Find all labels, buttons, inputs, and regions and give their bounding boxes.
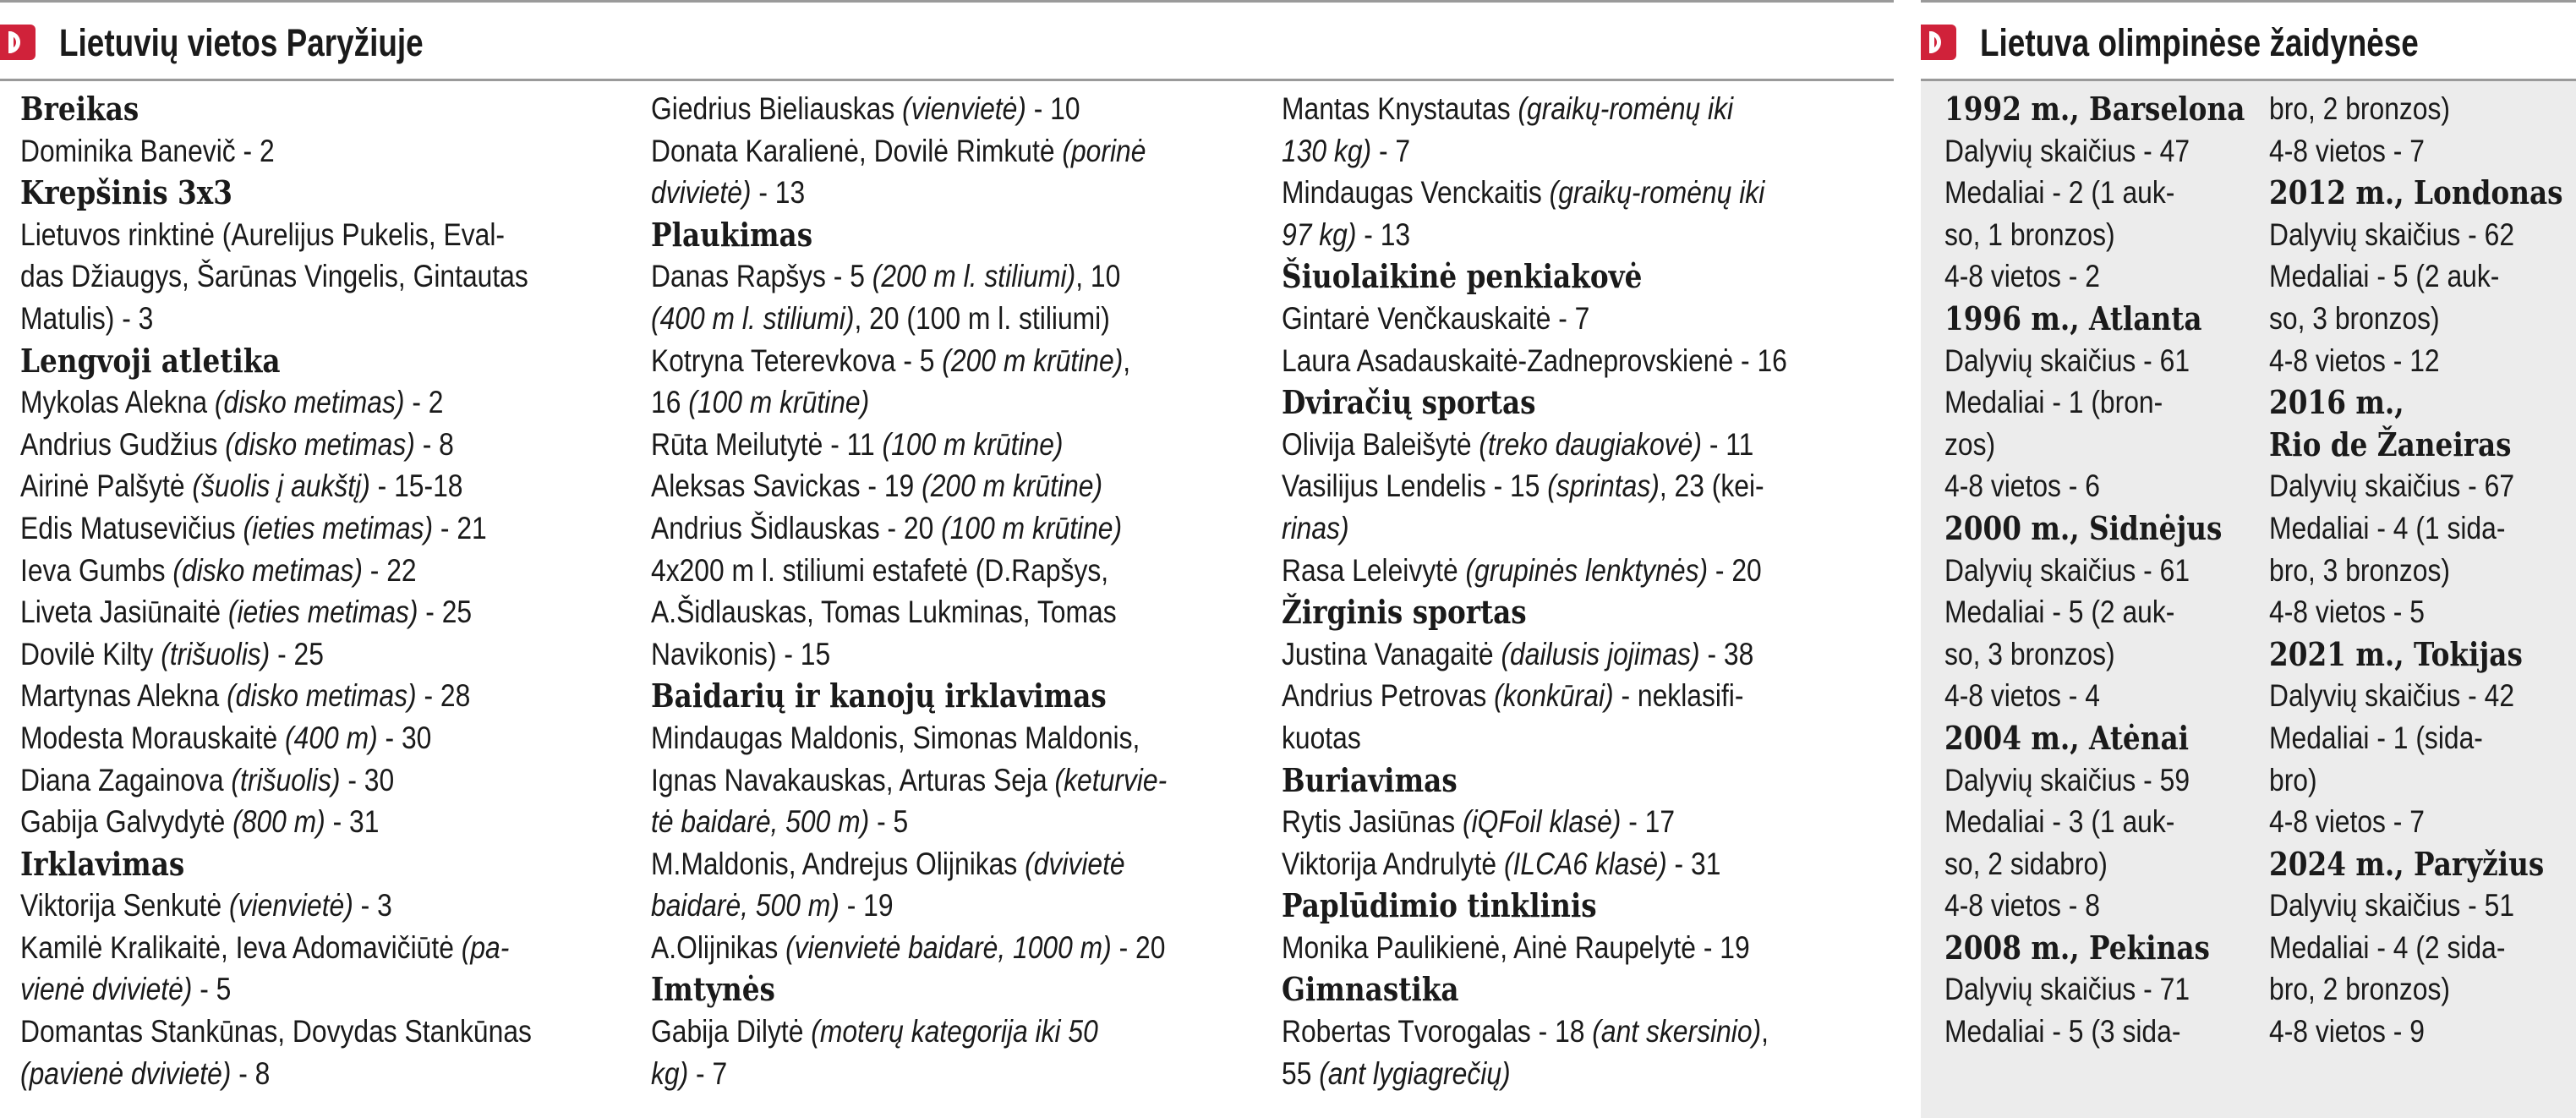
entry-line [651,340,1260,382]
athlete-text: Rasa Leleivytė [1282,552,1466,588]
place-text: - 10 [1025,91,1080,126]
entry-line [20,465,629,507]
entry-line: 4-8 vietos - 9 [2269,1014,2425,1049]
entry-line: Mindaugas Maldonis, Simonas Maldonis, [651,720,1140,755]
entry-line [1282,550,1890,592]
entry-line: so, 3 bronzos) [1944,636,2115,671]
event-detail: (treko daugiakovė) [1479,426,1702,462]
entry-line [20,550,629,592]
place-text: , 10 [1075,259,1121,294]
event-detail: (konkūrai) [1494,678,1614,714]
entry-line [20,1053,629,1095]
athlete-text: Ieva Gumbs [20,552,173,588]
place-text: - 19 [839,888,894,923]
entry-line: Medaliai - 3 (1 auk- [1944,804,2175,840]
event-detail: 97 kg) [1282,216,1357,252]
entry-line: Medaliai - 2 (1 auk- [1944,175,2175,211]
entry-line: Dalyvių skaičius - 67 [2269,469,2515,504]
entry-line [1282,465,1890,507]
athlete-text: Rytis Jasiūnas [1282,804,1463,840]
entry-line [1282,507,1890,550]
entry-line: Dalyvių skaičius - 59 [1944,762,2190,797]
entry-line [20,927,629,969]
entry-line: bro, 2 bronzos) [2269,972,2451,1007]
place-text: - 5 [192,972,232,1007]
event-detail: dvivietė) [651,175,752,211]
entry-line: Monika Paulikienė, Ainė Raupelytė - 19 [1282,929,1750,965]
entry-line: Dalyvių skaičius - 62 [2269,216,2515,252]
entry-line: so, 1 bronzos) [1944,216,2115,252]
place-text: - 3 [353,888,392,923]
event-detail: (400 m) [285,720,378,755]
entry-line [20,717,629,759]
entry-line: 4-8 vietos - 7 [2269,804,2425,840]
section-heading: Plaukimas [651,215,813,254]
place-text: - 11 [1701,426,1754,462]
event-detail: (graikų-romėnų iki [1518,91,1734,126]
section-heading: Baidarių ir kanojų irklavimas [651,677,1107,715]
place-text: - 31 [325,804,380,840]
section-heading: 2021 m., Tokijas [2269,634,2523,673]
entry-line: 4-8 vietos - 7 [2269,133,2425,168]
event-detail: kg) [651,1055,689,1091]
athlete-text: Gabija Galvydytė [20,804,233,840]
event-detail: (sprintas) [1547,469,1660,504]
event-detail: rinas) [1282,510,1349,545]
athlete-text: Edis Matusevičius [20,510,243,545]
athlete-text: Martynas Alekna [20,678,227,714]
entry-line: Medaliai - 5 (3 sida- [1944,1014,2181,1049]
entry-line: Dalyvių skaičius - 61 [1944,552,2190,588]
athlete-text: Giedrius Bieliauskas [651,91,903,126]
entry-line [651,507,1260,550]
place-text: - 38 [1699,636,1754,671]
entry-line: so, 2 sidabro) [1944,846,2108,881]
athlete-text: M.Maldonis, Andrejus Olijnikas [651,846,1025,881]
panel-title: Lietuvių vietos Paryžiuje [59,21,424,64]
entry-line [20,968,629,1011]
entry-line: Dalyvių skaičius - 42 [2269,678,2515,714]
place-text: - 25 [270,636,324,671]
event-detail: baidarė, 500 m) [651,888,840,923]
entry-line [651,1011,1260,1053]
entry-line [1282,1053,1890,1095]
event-detail: vienė dvivietė) [20,972,193,1007]
event-detail: 130 kg) [1282,133,1372,168]
entry-line: Medaliai - 1 (sida- [2269,720,2483,755]
entry-line [651,465,1260,507]
event-detail: (800 m) [232,804,325,840]
place-text: - 28 [416,678,471,714]
athlete-text: Rūta Meilutytė - 11 [651,426,883,462]
place-text: - 17 [1621,804,1676,840]
entry-line: 4-8 vietos - 8 [1944,888,2100,923]
athlete-text: Viktorija Senkutė [20,888,230,923]
entry-line: A.Šidlauskas, Tomas Lukminas, Tomas [651,595,1117,630]
place-text: , [1123,343,1131,378]
entry-line: 4-8 vietos - 4 [1944,678,2100,714]
event-detail: (200 m krūtine) [942,343,1124,378]
athlete-text: Donata Karalienė, Dovilė Rimkutė [651,133,1063,168]
entry-line [1282,843,1890,885]
athlete-text: Mindaugas Venckaitis [1282,175,1550,211]
event-detail: (disko metimas) [225,426,415,462]
d-logo-icon [1921,25,1956,60]
athlete-text: Gabija Dilytė [651,1014,812,1049]
athlete-text: Diana Zagainova [20,762,232,797]
entry-line: Dominika Banevič - 2 [20,133,275,168]
entry-line [1282,214,1890,256]
entry-line [20,885,629,927]
section-heading: 2004 m., Atėnai [1944,718,2190,757]
event-detail: (pavienė dvivietė) [20,1055,232,1091]
entry-line [1282,424,1890,466]
event-detail: (200 m l. stiliumi) [872,259,1076,294]
section-heading: Šiuolaikinė penkiakovė [1282,257,1643,296]
event-detail: (ant lygiagrečių) [1319,1055,1511,1091]
entry-line: Matulis) - 3 [20,300,154,336]
entry-line [651,172,1260,214]
athlete-text: Mykolas Alekna [20,385,215,420]
place-text: , [1761,1014,1769,1049]
event-detail: (keturvie- [1054,762,1168,797]
event-detail: (200 m krūtine) [922,469,1103,504]
entry-line: das Džiaugys, Šarūnas Vingelis, Gintautas [20,259,528,294]
d-logo-icon [0,25,36,60]
entry-line [651,298,1260,340]
entry-line: 4x200 m l. stiliumi estafetė (D.Rapšys, [651,552,1109,588]
athlete-text: Mantas Knystautas [1282,91,1518,126]
event-detail: (ieties metimas) [243,510,434,545]
entry-line: Dalyvių skaičius - 71 [1944,972,2190,1007]
entry-line: Medaliai - 1 (bron- [1944,385,2163,420]
event-detail: (ieties metimas) [227,595,418,630]
event-detail: (pa- [461,929,510,965]
athlete-text: Dovilė Kilty [20,636,161,671]
results-column-2 [651,88,1260,1094]
section-heading: Krepšinis 3x3 [20,173,232,212]
athlete-text: Modesta Morauskaitė [20,720,286,755]
event-detail: (100 m krūtine) [941,510,1123,545]
entry-line [651,1053,1260,1095]
entry-line [651,130,1260,173]
place-text: , 20 (100 m l. stiliumi) [854,300,1110,336]
place-text: - 20 [1111,929,1166,965]
athlete-text: Olivija Baleišytė [1282,426,1479,462]
section-heading: 2016 m., [2269,383,2404,422]
athlete-text: Liveta Jasiūnaitė [20,595,228,630]
results-column-3 [1282,88,1890,1094]
event-detail: (disko metimas) [227,678,417,714]
athlete-text: Andrius Gudžius [20,426,226,462]
entry-line: Dalyvių skaičius - 51 [2269,888,2515,923]
entry-line [20,424,629,466]
athlete-text: Danas Rapšys - 5 [651,259,872,294]
event-detail: (ant skersinio) [1592,1014,1762,1049]
section-heading: Buriavimas [1282,760,1458,799]
place-text: - 31 [1666,846,1721,881]
athlete-text: Ignas Navakauskas, Arturas Seja [651,762,1055,797]
athlete-text: Robertas Tvorogalas - 18 [1282,1014,1593,1049]
section-heading: Lengvoji atletika [20,341,281,380]
entry-line [1282,172,1890,214]
entry-line [20,507,629,550]
entry-line: 4-8 vietos - 6 [1944,469,2100,504]
section-heading: 2008 m., Pekinas [1944,928,2210,967]
section-heading: Breikas [20,90,139,128]
entry-line: Medaliai - 4 (1 sida- [2269,510,2506,545]
entry-line: Lietuvos rinktinė (Aurelijus Pukelis, Eval- [20,216,506,252]
event-detail: (graikų-romėnų iki [1549,175,1765,211]
event-detail: (disko metimas) [172,552,363,588]
entry-line [20,381,629,424]
event-detail: (trišuolis) [231,762,341,797]
entry-line: Gintarė Venčkauskaitė - 7 [1282,300,1590,336]
entry-line [1282,1011,1890,1053]
event-detail: (grupinės lenktynės) [1465,552,1709,588]
event-detail: (400 m l. stiliumi) [651,300,855,336]
section-heading: Paplūdimio tinklinis [1282,886,1597,925]
section-heading: Dviračių sportas [1282,383,1536,422]
event-detail: (šuolis į aukštį) [192,469,370,504]
place-text: - 25 [418,595,473,630]
entry-line: Domantas Stankūnas, Dovydas Stankūnas [20,1014,532,1049]
athlete-text: A.Olijnikas [651,929,786,965]
section-heading: Imtynės [651,970,775,1009]
place-text: - 13 [1356,216,1411,252]
athlete-text: Airinė Palšytė [20,469,193,504]
entry-line [651,843,1260,885]
section-heading: Žirginis sportas [1282,593,1527,632]
section-heading: 2012 m., Londonas [2269,173,2563,212]
event-detail: (100 m krūtine) [688,385,870,420]
entry-line: bro, 2 bronzos) [2269,91,2451,126]
place-text: - 7 [1371,133,1411,168]
entry-line [651,759,1260,802]
event-detail: tė baidarė, 500 m) [651,804,870,840]
event-detail: (vienvietė) [229,888,353,923]
panel-header [0,0,1894,81]
athlete-text: 16 [651,385,689,420]
entry-line [651,885,1260,927]
entry-line: Medaliai - 5 (2 auk- [1944,595,2175,630]
entry-line: kuotas [1282,720,1361,755]
section-heading: 1996 m., Atlanta [1944,299,2202,337]
entry-line: 4-8 vietos - 12 [2269,343,2440,378]
athlete-text: Viktorija Andrulytė [1282,846,1504,881]
entry-line [651,801,1260,843]
olympics-column-1 [1944,88,2257,1053]
place-text: - 7 [688,1055,728,1091]
entry-line [651,255,1260,298]
place-text: - 2 [404,385,444,420]
section-heading: 2024 m., Paryžius [2269,844,2545,883]
event-detail: (dvivietė [1025,846,1125,881]
place-text: - 8 [414,426,454,462]
section-heading: 1992 m., Barselona [1944,90,2245,128]
place-text: - 5 [869,804,909,840]
entry-line [1282,675,1890,717]
section-heading: Rio de Žaneiras [2269,425,2512,463]
place-text: - 21 [433,510,487,545]
event-detail: (100 m krūtine) [882,426,1064,462]
place-text: - 22 [362,552,417,588]
athlete-text: Justina Vanagaitė [1282,636,1501,671]
place-text: - 15-18 [369,469,463,504]
entry-line: Medaliai - 5 (2 auk- [2269,259,2500,294]
entry-line: Dalyvių skaičius - 61 [1944,343,2190,378]
entry-line [20,633,629,676]
entry-line: bro, 3 bronzos) [2269,552,2451,588]
entry-line: bro) [2269,762,2317,797]
entry-line [651,88,1260,130]
athlete-text: Kotryna Teterevkova - 5 [651,343,943,378]
column-gutter [1894,0,1921,1118]
athlete-text: Andrius Petrovas [1282,678,1495,714]
entry-line [1282,130,1890,173]
entry-line: Navikonis) - 15 [651,636,831,671]
section-heading: 2000 m., Sidnėjus [1944,508,2223,547]
athlete-text: 55 [1282,1055,1320,1091]
section-heading: Gimnastika [1282,970,1459,1009]
place-text: - 20 [1708,552,1762,588]
entry-line [20,801,629,843]
entry-line [651,424,1260,466]
entry-line: 4-8 vietos - 5 [2269,595,2425,630]
section-heading: Irklavimas [20,844,185,883]
entry-line [20,591,629,633]
place-text: - 8 [231,1055,271,1091]
entry-line: Laura Asadauskaitė-Zadneprovskienė - 16 [1282,343,1787,378]
athlete-text: Vasilijus Lendelis - 15 [1282,469,1548,504]
event-detail: (vienvietė baidarė, 1000 m) [785,929,1112,965]
entry-line [651,381,1260,424]
entry-line [1282,633,1890,676]
place-text: - 30 [340,762,395,797]
athlete-text: Andrius Šidlauskas - 20 [651,510,942,545]
place-text: - 13 [751,175,806,211]
sidebar-header [1921,0,2576,81]
entry-line [1282,801,1890,843]
entry-line [651,927,1260,969]
event-detail: (trišuolis) [161,636,271,671]
event-detail: (disko metimas) [214,385,405,420]
event-detail: (dailusis jojimas) [1501,636,1700,671]
results-column-1 [20,88,629,1094]
entry-line: Medaliai - 4 (2 sida- [2269,929,2506,965]
event-detail: (iQFoil klasė) [1462,804,1622,840]
entry-line: zos) [1944,426,1996,462]
athlete-text: Kamilė Kralikaitė, Ieva Adomavičiūtė [20,929,462,965]
event-detail: (ILCA6 klasė) [1503,846,1667,881]
olympics-column-2 [2269,88,2573,1053]
entry-line: so, 3 bronzos) [2269,300,2440,336]
athlete-text: Aleksas Savickas - 19 [651,469,922,504]
place-text: - 30 [377,720,432,755]
event-detail: (moterų kategorija iki 50 [811,1014,1098,1049]
entry-line [20,675,629,717]
entry-line: Dalyvių skaičius - 47 [1944,133,2190,168]
entry-line [1282,88,1890,130]
event-detail: (porinė [1062,133,1146,168]
entry-line: 4-8 vietos - 2 [1944,259,2100,294]
place-text: , 23 (kei- [1659,469,1764,504]
place-text: - neklasifi- [1613,678,1744,714]
sidebar-title: Lietuva olimpinėse žaidynėse [1980,21,2419,64]
event-detail: (vienvietė) [902,91,1026,126]
entry-line [20,759,629,802]
